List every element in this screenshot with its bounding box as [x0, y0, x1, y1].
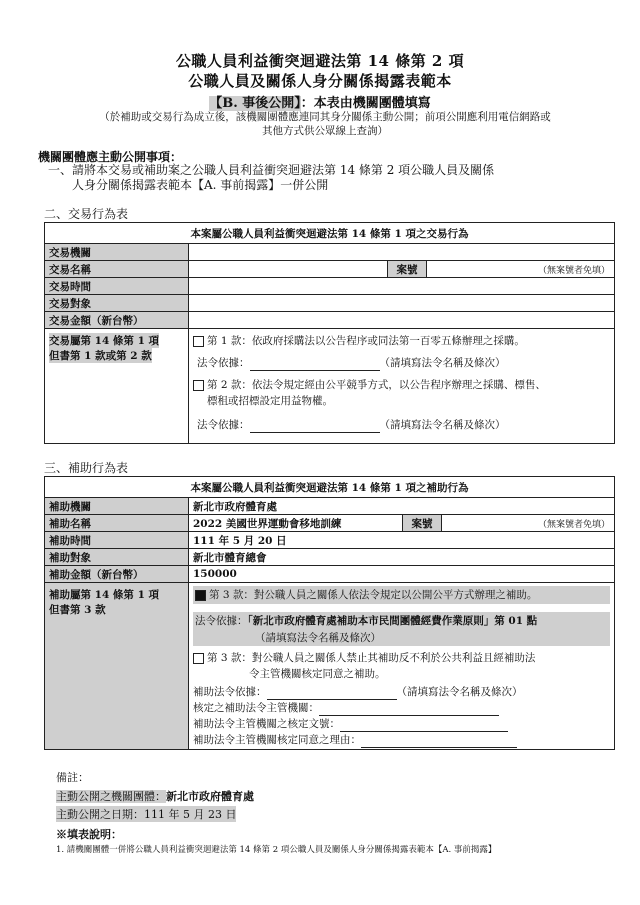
subsidy-option-2[interactable] — [193, 650, 610, 666]
subsidy-option-2-text-1: 第 3 款：對公職人員之關係人禁止其補助反不利於公共利益且經補助法 — [207, 652, 536, 664]
subsidy-case-no-hint[interactable]: （無案號者免填） — [442, 515, 615, 532]
subsidy-option-1-law-label: 法令依據： — [195, 615, 248, 627]
header-note — [40, 110, 610, 138]
transaction-table — [44, 222, 615, 444]
subsidy-time-label: 補助時間 — [45, 532, 189, 549]
transaction-option-1-law-label: 法令依據： — [197, 357, 250, 369]
transaction-amount-label: 交易金額（新台幣） — [45, 312, 189, 329]
subsidy-option-2-law — [193, 684, 610, 700]
subsidy-option-2-law-input[interactable] — [267, 687, 397, 700]
transaction-heading: 二、交易行為表 — [44, 207, 129, 221]
remarks-org-label: 主動公開之機關團體： — [56, 790, 166, 803]
checkbox-icon[interactable] — [193, 380, 204, 391]
subsidy-target-value[interactable]: 新北市體育總會 — [189, 549, 615, 566]
subsidy-case-no-label: 案號 — [403, 515, 442, 532]
transaction-option-2-law — [193, 417, 610, 433]
intro-item-1-line-2: 人身分關係揭露表範本【A. 事前揭露】一併公開 — [72, 178, 329, 192]
transaction-name-value[interactable] — [189, 261, 388, 278]
transaction-option-1-law-hint: （請填寫法令名稱及條次） — [379, 357, 506, 369]
subsidy-option-2-authority — [193, 700, 610, 716]
transaction-time-label: 交易時間 — [45, 278, 189, 295]
transaction-name-label: 交易名稱 — [45, 261, 189, 278]
instructions-heading: ※填表說明： — [56, 828, 122, 841]
transaction-option-2-law-input[interactable] — [250, 420, 380, 433]
transaction-option-2-text-2: 標租或招標設定用益物權。 — [207, 395, 333, 407]
transaction-basis-line-1: 交易屬第 14 條第 1 項 — [49, 335, 160, 347]
subsidy-option-1-law — [193, 612, 610, 630]
subsidy-basis-line-1: 補助屬第 14 條第 1 項 — [49, 589, 160, 601]
transaction-option-2-text-1: 第 2 款：依法令規定經由公平競爭方式，以公告程序辦理之採購、標售、 — [207, 379, 546, 391]
transaction-target-value[interactable] — [189, 295, 615, 312]
subsidy-option-2-law-hint: （請填寫法令名稱及條次） — [396, 686, 523, 698]
title-line-2: 公職人員及關係人身分關係揭露表範本 — [188, 72, 452, 90]
subsidy-option-2-authority-input[interactable] — [319, 703, 499, 716]
subsidy-option-2-authority-label: 核定之補助法令主管機關： — [193, 702, 319, 714]
subsidy-option-2-text-2: 令主管機關核定同意之補助。 — [249, 668, 386, 680]
subsidy-option-2-doc — [193, 716, 610, 732]
subsidy-option-1-law-hint: （請填寫法令名稱及條次） — [193, 630, 610, 646]
subsidy-amount-value[interactable]: 150000 — [189, 566, 615, 583]
intro-item-1 — [48, 163, 608, 193]
transaction-case-no-label: 案號 — [388, 261, 427, 278]
transaction-agency-label: 交易機關 — [45, 244, 189, 261]
remarks-org-value: 新北市政府體育處 — [166, 790, 254, 803]
transaction-agency-value[interactable] — [189, 244, 615, 261]
subsidy-basis-line-2: 但書第 3 款 — [49, 604, 106, 616]
subsidy-option-2-law-label: 補助法令依據： — [193, 686, 267, 698]
subsidy-option-1-text: 第 3 款：對公職人員之關係人依法令規定以公開公平方式辦理之補助。 — [209, 589, 538, 601]
transaction-basis-options — [189, 329, 615, 444]
subsidy-name-label: 補助名稱 — [45, 515, 189, 532]
transaction-table-title: 本案屬公職人員利益衝突迴避法第 14 條第 1 項之交易行為 — [45, 223, 615, 244]
subsidy-option-2-reason-input[interactable] — [361, 735, 517, 748]
remarks-date-value: 111 年 5 月 23 日 — [144, 808, 237, 821]
subsidy-time-value[interactable]: 111 年 5 月 20 日 — [189, 532, 615, 549]
header-note-line-2: 其他方式供公眾線上查詢） — [262, 125, 388, 137]
subsidy-option-2-doc-label: 補助法令主管機關之核定文號： — [193, 718, 340, 730]
transaction-option-1-text: 第 1 款：依政府採購法以公告程序或同法第一百零五條辦理之採購。 — [207, 335, 525, 347]
transaction-option-1-law-input[interactable] — [250, 358, 380, 371]
subsidy-amount-label: 補助金額（新台幣） — [45, 566, 189, 583]
transaction-basis-line-2: 但書第 1 款或第 2 款 — [49, 350, 152, 362]
subsidy-agency-label: 補助機關 — [45, 498, 189, 515]
transaction-option-1-law — [193, 355, 610, 371]
transaction-option-2[interactable] — [193, 377, 610, 393]
subtitle-rest: ：本表由機關團體填寫 — [300, 96, 431, 111]
transaction-amount-value[interactable] — [189, 312, 615, 329]
checkbox-icon[interactable] — [193, 653, 204, 664]
subsidy-table-title: 本案屬公職人員利益衝突迴避法第 14 條第 1 項之補助行為 — [45, 477, 615, 498]
subsidy-target-label: 補助對象 — [45, 549, 189, 566]
remarks-date — [56, 806, 236, 822]
subsidy-option-1-law-value[interactable]: 「新北市政府體育處補助本市民間團體經費作業原則」第 01 點 — [247, 615, 538, 627]
subsidy-basis-options — [189, 583, 615, 750]
checkbox-icon[interactable] — [193, 336, 204, 347]
transaction-option-1[interactable] — [193, 333, 610, 349]
title-line-1: 公職人員利益衝突迴避法第 14 條第 2 項 — [175, 52, 465, 70]
checked-box-icon[interactable] — [195, 590, 206, 601]
transaction-case-no-hint[interactable]: （無案號者免填） — [427, 261, 615, 278]
remarks-date-label: 主動公開之日期： — [56, 808, 144, 821]
subsidy-name-value[interactable]: 2022 美國世界運動會移地訓練 — [189, 515, 403, 532]
subsidy-table — [44, 476, 615, 750]
subsidy-option-1[interactable] — [193, 586, 610, 604]
transaction-option-2-law-hint: （請填寫法令名稱及條次） — [379, 419, 506, 431]
subtitle — [0, 92, 640, 111]
instructions-item-1: 1. 請機關團體一併將公職人員利益衝突迴避法第 14 條第 2 項公職人員及關係人身分關係揭露表範本【A. 事前揭露】 — [56, 845, 497, 855]
subtitle-tag: 【B. 事後公開】 — [209, 96, 301, 111]
subsidy-option-2-doc-input[interactable] — [340, 719, 508, 732]
subsidy-option-2-reason-label: 補助法令主管機關核定同意之理由： — [193, 734, 361, 746]
subsidy-agency-value[interactable]: 新北市政府體育處 — [189, 498, 615, 515]
transaction-time-value[interactable] — [189, 278, 615, 295]
remarks-org — [56, 788, 254, 804]
subsidy-option-2-reason — [193, 732, 610, 748]
transaction-target-label: 交易對象 — [45, 295, 189, 312]
subsidy-heading: 三、補助行為表 — [44, 461, 129, 475]
intro-heading: 機關團體應主動公開事項： — [38, 150, 183, 164]
intro-item-1-line-1: 一、請將本交易或補助案之公職人員利益衝突迴避法第 14 條第 2 項公職人員及關係 — [48, 163, 495, 177]
transaction-option-2-law-label: 法令依據： — [197, 419, 250, 431]
remarks-label: 備註： — [56, 771, 89, 784]
transaction-basis-label — [45, 329, 189, 444]
header-note-line-1: （於補助或交易行為成立後，該機關團體應連同其身分關係主動公開；前項公開應利用電信網路或 — [99, 111, 551, 123]
subsidy-basis-label — [45, 583, 189, 750]
